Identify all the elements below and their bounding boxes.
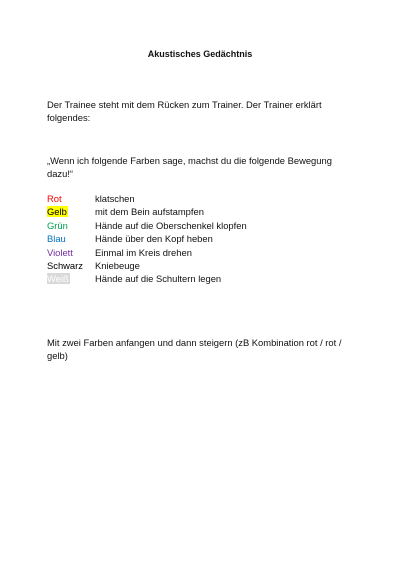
- color-movement: Einmal im Kreis drehen: [95, 246, 192, 258]
- color-name: Schwarz: [47, 259, 83, 271]
- color-name: Rot: [47, 193, 62, 204]
- document-title: Akustisches Gedächtnis: [147, 49, 253, 59]
- color-row-schwarz: [47, 259, 352, 272]
- color-row-gruen: [47, 219, 352, 232]
- color-row-weiss: [47, 272, 352, 285]
- color-movement: Hände auf die Oberschenkel klopfen: [95, 219, 247, 231]
- color-row-blau: [47, 232, 352, 245]
- color-movement: Kniebeuge: [95, 259, 140, 271]
- intro-paragraph: Der Trainee steht mit dem Rücken zum Trainer. Der Trainer erklärt folgendes:: [47, 99, 322, 123]
- color-movement: Hände auf die Schultern legen: [95, 273, 222, 285]
- color-movement: mit dem Bein aufstampfen: [95, 206, 204, 218]
- color-movement: klatschen: [95, 193, 135, 204]
- closing-paragraph: Mit zwei Farben anfangen und dann steigern (zB Kombination rot / rot / gelb): [47, 337, 342, 361]
- color-row-gelb: [47, 205, 352, 218]
- color-movement: Hände über den Kopf heben: [95, 233, 213, 245]
- color-row-violett: [47, 246, 352, 259]
- color-row-rot: [47, 192, 352, 205]
- color-name: Grün: [47, 219, 68, 231]
- color-name: Gelb: [47, 206, 67, 218]
- color-movement-list: [47, 192, 352, 286]
- color-name: Blau: [47, 233, 66, 245]
- color-name: Weiß: [47, 273, 69, 285]
- quote-paragraph: „Wenn ich folgende Farben sage, machst du die folgende Bewegung dazu!“: [47, 155, 332, 179]
- color-name: Violett: [47, 246, 73, 258]
